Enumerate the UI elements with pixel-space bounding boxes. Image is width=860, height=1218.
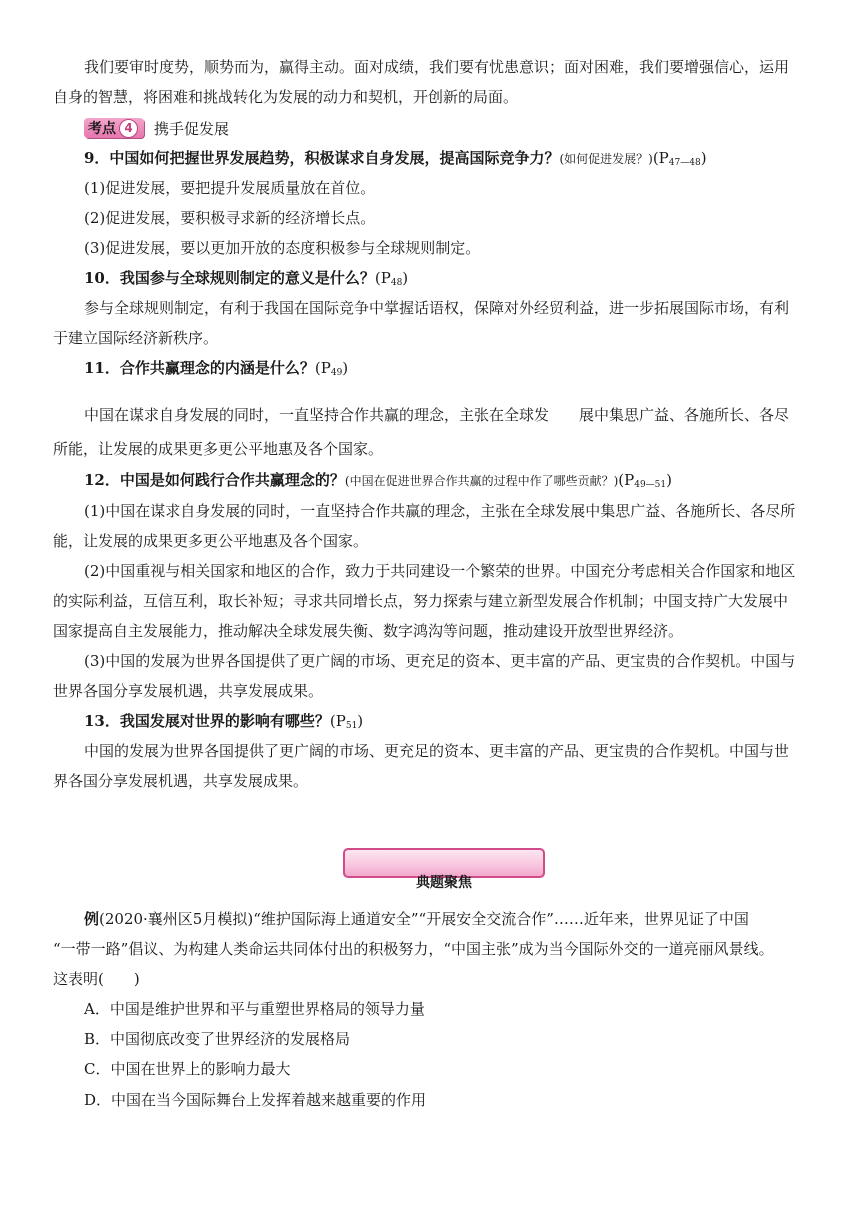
intro-line-1: 我们要审时度势，顺势而为，赢得主动。面对成绩，我们要有忧患意识；面对困难，我们要增强信心，运用 [84,58,790,76]
kaodian-title: 携手促发展 [154,119,230,138]
q10-answer-line-1: 参与全球规则制定，有利于我国在国际竞争中掌握话语权，保障对外经贸利益，进一步拓展国际市场，有利 [84,299,790,317]
q10-page-prefix: (P [374,269,391,287]
q12-a2-line-2: 的实际利益，互信互利，取长补短；寻求共同增长点，努力探索与建立新型发展合作机制；中国支持广大发展中 [53,592,789,610]
q11-answer-part-b: 展中集思广益、各施所长、各尽 [579,406,790,424]
q13-answer-line-2: 界各国分享发展机遇，共享发展成果。 [53,772,309,790]
option-c: C．中国在世界上的影响力最大 [84,1060,291,1078]
q12-a3-line-2: 世界各国分享发展机遇，共享发展成果。 [53,682,324,700]
q11-question [84,358,348,383]
q11-page-prefix: (P [314,359,331,377]
kaodian-badge [84,118,144,138]
q10-question [84,268,408,293]
q13-page-suffix: ) [357,712,364,730]
q13-answer-line-1: 中国的发展为世界各国提供了更广阔的市场、更充足的资本、更丰富的产品、更宝贵的合作契机。中国与世 [84,742,790,760]
q11-answer-line-1 [84,405,789,425]
q9-page-suffix: ) [700,149,707,167]
example-label: 例 [84,910,100,928]
q13-page-number: 51 [345,721,358,731]
kaodian-number: 4 [119,119,138,138]
q9-question-text: 9．中国如何把握世界发展趋势，积极谋求自身发展，提高国际竞争力？ [84,149,560,167]
q9-answer-2: (2)促进发展，要积极寻求新的经济增长点。 [84,209,376,227]
kaodian-label: 考点 [88,121,116,137]
section-title: 典题聚焦 [416,875,472,891]
q12-a2-line-1: (2)中国重视与相关国家和地区的合作，致力于共同建设一个繁荣的世界。中国充分考虑相关合作国家和地区 [84,562,796,580]
intro-line-2: 自身的智慧，将困难和挑战转化为发展的动力和契机，开创新的局面。 [53,88,519,106]
q11-question-text: 11．合作共赢理念的内涵是什么？ [84,359,315,377]
q10-page-number: 48 [390,278,403,288]
q13-question-text: 13．我国发展对世界的影响有哪些？ [84,712,330,730]
option-b: B．中国彻底改变了世界经济的发展格局 [84,1030,351,1048]
q10-page-suffix: ) [402,269,409,287]
option-a: A．中国是维护世界和平与重塑世界格局的领导力量 [84,1000,425,1018]
q12-question-text: 12．中国是如何践行合作共赢理念的？ [84,471,345,489]
q12-page-number: 49—51 [634,480,667,490]
q12-note: (中国在促进世界合作共赢的过程中作了哪些贡献？) [344,474,619,488]
q11-answer-part-a: 中国在谋求自身发展的同时，一直坚持合作共赢的理念，主张在全球发 [84,406,550,424]
q11-answer-line-2: 所能，让发展的成果更多更公平地惠及各个国家。 [53,440,384,458]
example-line-2: “一带一路”倡议、为构建人类命运共同体付出的积极努力，“中国主张”成为当今国际外交的一道亮丽风景线。 [53,940,774,958]
q9-note: (如何促进发展？) [559,152,653,166]
example-line-1 [84,909,749,929]
q12-a2-line-3: 国家提高自主发展能力，推动解决全球发展失衡、数字鸿沟等问题，推动建设开放型世界经济。 [53,622,684,640]
q10-question-text: 10．我国参与全球规则制定的意义是什么？ [84,269,375,287]
kaodian-heading [84,117,229,139]
q12-question [84,470,672,495]
q9-answer-3: (3)促进发展，要以更加开放的态度积极参与全球规则制定。 [84,239,481,257]
q11-page-number: 49 [330,368,343,378]
q9-page-prefix: (P [652,149,669,167]
q12-a1-line-1: (1)中国在谋求自身发展的同时，一直坚持合作共赢的理念，主张在全球发展中集思广益、各施所长、各尽所 [84,502,796,520]
q12-a1-line-2: 能，让发展的成果更多更公平地惠及各个国家。 [53,532,369,550]
q12-a3-line-1: (3)中国的发展为世界各国提供了更广阔的市场、更充足的资本、更丰富的产品、更宝贵的合作契机。中国与 [84,652,796,670]
example-line-3: 这表明( ) [53,970,140,988]
example-line-1-text: (2020·襄州区5月模拟)“维护国际海上通道安全”“开展安全交流合作”……近年来，世界见证了中国 [99,910,749,928]
option-d: D．中国在当今国际舞台上发挥着越来越重要的作用 [84,1091,427,1109]
q12-page-suffix: ) [666,471,672,489]
q9-question [84,148,707,173]
q12-page-prefix: (P [618,471,635,489]
q13-page-prefix: (P [329,712,346,730]
q10-answer-line-2: 于建立国际经济新秩序。 [53,329,219,347]
q9-page-number: 47—48 [668,158,701,168]
q13-question [84,711,363,736]
q11-page-suffix: ) [342,359,349,377]
q9-answer-1: (1)促进发展，要把提升发展质量放在首位。 [84,179,376,197]
